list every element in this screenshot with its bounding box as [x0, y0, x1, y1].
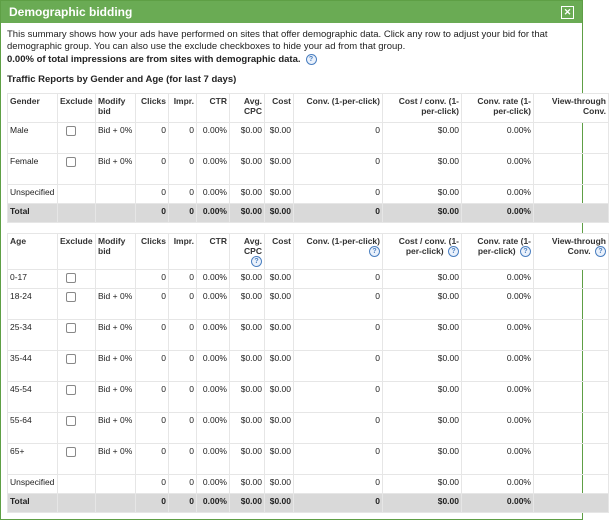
avg-cpc-cell: $0.00: [230, 413, 265, 444]
col-conv: Conv. (1-per-click): [294, 94, 383, 123]
avg-cpc-cell: $0.00: [230, 351, 265, 382]
avg-cpc-cell: $0.00: [230, 320, 265, 351]
modify-bid-cell[interactable]: Bid + 0%: [96, 351, 136, 382]
col-avg-cpc-label: Avg. CPC: [243, 236, 262, 256]
impr-cell: 0: [169, 289, 197, 320]
clicks-cell: 0: [136, 185, 169, 204]
col-cost: Cost: [265, 234, 294, 270]
table-row[interactable]: [8, 185, 609, 204]
clicks-cell: 0: [136, 413, 169, 444]
dialog-content: [1, 23, 606, 513]
cost-conv-cell: $0.00: [383, 270, 462, 289]
ctr-cell: 0.00%: [197, 351, 230, 382]
col-view-through: [534, 234, 609, 270]
ctr-cell: 0.00%: [197, 475, 230, 494]
exclude-checkbox[interactable]: [66, 292, 76, 302]
conv-cell: 0: [294, 382, 383, 413]
total-avg-cpc: $0.00: [230, 204, 265, 223]
exclude-checkbox[interactable]: [66, 354, 76, 364]
impressions-note: 0.00% of total impressions are from sites with demographic data.: [7, 54, 301, 65]
view-cell: [534, 494, 609, 513]
impr-cell: 0: [169, 351, 197, 382]
col-cost-conv: [383, 234, 462, 270]
cost-conv-cell: $0.00: [383, 475, 462, 494]
exclude-checkbox[interactable]: [66, 126, 76, 136]
total-cost-conv: $0.00: [383, 494, 462, 513]
total-conv-rate: 0.00%: [462, 494, 534, 513]
view-cell: [534, 413, 609, 444]
help-icon[interactable]: ?: [595, 246, 606, 257]
cost-conv-cell: $0.00: [383, 351, 462, 382]
segment-cell: 25-34: [8, 320, 58, 351]
ctr-cell: 0.00%: [197, 270, 230, 289]
col-clicks: Clicks: [136, 94, 169, 123]
view-cell: [534, 185, 609, 204]
col-impr: Impr.: [169, 234, 197, 270]
clicks-cell: 0: [136, 320, 169, 351]
segment-cell: 0-17: [8, 270, 58, 289]
avg-cpc-cell: $0.00: [230, 123, 265, 154]
cost-conv-cell: $0.00: [383, 413, 462, 444]
col-conv-label: Conv. (1-per-click): [306, 236, 380, 246]
exclude-cell: [58, 475, 96, 494]
cost-conv-cell: $0.00: [383, 320, 462, 351]
impr-cell: 0: [169, 185, 197, 204]
impr-cell: 0: [169, 123, 197, 154]
cost-cell: $0.00: [265, 351, 294, 382]
cost-conv-cell: $0.00: [383, 185, 462, 204]
col-view-label: View-through Conv.: [551, 236, 606, 256]
exclude-cell: [58, 351, 96, 382]
cost-cell: $0.00: [265, 444, 294, 475]
clicks-cell: 0: [136, 444, 169, 475]
conv-cell: 0: [294, 320, 383, 351]
view-cell: [534, 382, 609, 413]
cost-cell: $0.00: [265, 475, 294, 494]
cost-conv-cell: $0.00: [383, 154, 462, 185]
dialog-title: Demographic bidding: [9, 5, 133, 19]
view-cell: [534, 270, 609, 289]
cost-cell: $0.00: [265, 382, 294, 413]
cost-cell: $0.00: [265, 123, 294, 154]
conv-cell: 0: [294, 270, 383, 289]
exclude-checkbox[interactable]: [66, 323, 76, 333]
view-cell: [534, 289, 609, 320]
help-icon[interactable]: ?: [448, 246, 459, 257]
exclude-cell: [58, 185, 96, 204]
col-view-through: View-through Conv.: [534, 94, 609, 123]
total-cost: $0.00: [265, 204, 294, 223]
col-conv-rate: Conv. rate (1-per-click): [462, 94, 534, 123]
exclude-checkbox[interactable]: [66, 416, 76, 426]
clicks-cell: 0: [136, 123, 169, 154]
view-cell: [534, 475, 609, 494]
section-title: Traffic Reports by Gender and Age (for last 7 days): [7, 74, 237, 85]
col-modify-bid: Modify bid: [96, 234, 136, 270]
table-row[interactable]: [8, 382, 609, 413]
conv-cell: 0: [294, 123, 383, 154]
summary-text: This summary shows how your ads have performed on sites that offer demographic data. Click any row to adjust your bid for that demographic group. You can also use the exclude checkboxes to hide your ad from that group.: [7, 29, 548, 52]
age-header-row: [8, 234, 609, 270]
cost-conv-cell: $0.00: [383, 444, 462, 475]
table-row[interactable]: [8, 444, 609, 475]
clicks-cell: 0: [136, 351, 169, 382]
avg-cpc-cell: $0.00: [230, 444, 265, 475]
cost-cell: $0.00: [265, 270, 294, 289]
col-clicks: Clicks: [136, 234, 169, 270]
col-gender: Gender: [8, 94, 58, 123]
impr-cell: 0: [169, 270, 197, 289]
table-row[interactable]: [8, 270, 609, 289]
avg-cpc-cell: $0.00: [230, 185, 265, 204]
total-clicks: 0: [136, 204, 169, 223]
cost-conv-cell: $0.00: [383, 123, 462, 154]
impr-cell: 0: [169, 382, 197, 413]
total-impr: 0: [169, 204, 197, 223]
modify-bid-cell: [96, 494, 136, 513]
conv-rate-cell: 0.00%: [462, 475, 534, 494]
table-row[interactable]: [8, 320, 609, 351]
col-ctr: CTR: [197, 94, 230, 123]
segment-cell: Unspecified: [8, 185, 58, 204]
col-ctr-label: CTR: [209, 236, 227, 246]
impr-cell: 0: [169, 413, 197, 444]
col-cost-conv: Cost / conv. (1-per-click): [383, 94, 462, 123]
impressions-note-line: [7, 54, 576, 65]
view-cell: [534, 320, 609, 351]
modify-bid-cell[interactable]: Bid + 0%: [96, 382, 136, 413]
impr-cell: 0: [169, 154, 197, 185]
col-cost: Cost: [265, 94, 294, 123]
conv-cell: 0: [294, 185, 383, 204]
modify-bid-cell[interactable]: Bid + 0%: [96, 320, 136, 351]
age-table: [7, 233, 609, 513]
exclude-checkbox[interactable]: [66, 157, 76, 167]
cost-conv-cell: $0.00: [383, 289, 462, 320]
total-label: Total: [8, 494, 58, 513]
conv-rate-cell: 0.00%: [462, 185, 534, 204]
table-row[interactable]: [8, 123, 609, 154]
clicks-cell: 0: [136, 270, 169, 289]
avg-cpc-cell: $0.00: [230, 289, 265, 320]
col-conv: [294, 234, 383, 270]
total-row: [8, 494, 609, 513]
ctr-cell: 0.00%: [197, 289, 230, 320]
segment-cell: Male: [8, 123, 58, 154]
ctr-cell: 0.00%: [197, 185, 230, 204]
conv-rate-cell: 0.00%: [462, 413, 534, 444]
segment-cell: 18-24: [8, 289, 58, 320]
conv-rate-cell: 0.00%: [462, 382, 534, 413]
conv-cell: 0: [294, 475, 383, 494]
segment-cell: 55-64: [8, 413, 58, 444]
modify-bid-cell[interactable]: Bid + 0%: [96, 289, 136, 320]
exclude-cell: [58, 382, 96, 413]
conv-cell: 0: [294, 289, 383, 320]
conv-cell: 0: [294, 154, 383, 185]
col-avg-cpc: [230, 234, 265, 270]
total-conv: 0: [294, 494, 383, 513]
col-age: Age: [8, 234, 58, 270]
total-cost: $0.00: [265, 494, 294, 513]
total-row: [8, 204, 609, 223]
ctr-cell: 0.00%: [197, 154, 230, 185]
modify-bid-cell[interactable]: Bid + 0%: [96, 123, 136, 154]
help-icon[interactable]: ?: [520, 246, 531, 257]
col-conv-rate-label: Conv. rate (1-per-click): [477, 236, 531, 256]
cost-cell: $0.00: [265, 320, 294, 351]
table-row[interactable]: [8, 289, 609, 320]
exclude-cell: [58, 320, 96, 351]
col-exclude: Exclude: [58, 94, 96, 123]
segment-cell: 45-54: [8, 382, 58, 413]
modify-bid-cell[interactable]: [96, 475, 136, 494]
clicks-cell: 0: [136, 382, 169, 413]
help-icon[interactable]: ?: [369, 246, 380, 257]
conv-rate-cell: 0.00%: [462, 289, 534, 320]
gender-table: [7, 93, 609, 223]
view-cell: [534, 351, 609, 382]
segment-cell: 35-44: [8, 351, 58, 382]
close-icon[interactable]: ✕: [561, 6, 574, 19]
ctr-cell: 0.00%: [197, 320, 230, 351]
total-conv-rate: 0.00%: [462, 204, 534, 223]
conv-rate-cell: 0.00%: [462, 351, 534, 382]
view-cell: [534, 123, 609, 154]
total-avg-cpc: $0.00: [230, 494, 265, 513]
conv-rate-cell: 0.00%: [462, 270, 534, 289]
cost-cell: $0.00: [265, 413, 294, 444]
exclude-cell: [58, 204, 96, 223]
table-row[interactable]: [8, 413, 609, 444]
exclude-cell: [58, 494, 96, 513]
view-cell: [534, 154, 609, 185]
segment-cell: Female: [8, 154, 58, 185]
clicks-cell: 0: [136, 154, 169, 185]
avg-cpc-cell: $0.00: [230, 382, 265, 413]
clicks-cell: 0: [136, 289, 169, 320]
exclude-cell: [58, 154, 96, 185]
conv-rate-cell: 0.00%: [462, 444, 534, 475]
help-icon[interactable]: ?: [306, 54, 317, 65]
table-row[interactable]: [8, 475, 609, 494]
ctr-cell: 0.00%: [197, 123, 230, 154]
clicks-cell: 0: [136, 475, 169, 494]
avg-cpc-cell: $0.00: [230, 154, 265, 185]
modify-bid-cell[interactable]: [96, 185, 136, 204]
modify-bid-cell[interactable]: Bid + 0%: [96, 413, 136, 444]
exclude-cell: [58, 289, 96, 320]
exclude-cell: [58, 444, 96, 475]
total-conv: 0: [294, 204, 383, 223]
modify-bid-cell[interactable]: Bid + 0%: [96, 154, 136, 185]
conv-rate-cell: 0.00%: [462, 123, 534, 154]
ctr-cell: 0.00%: [197, 444, 230, 475]
help-icon[interactable]: ?: [251, 256, 262, 267]
modify-bid-cell[interactable]: Bid + 0%: [96, 444, 136, 475]
exclude-checkbox[interactable]: [66, 385, 76, 395]
segment-cell: Unspecified: [8, 475, 58, 494]
avg-cpc-cell: $0.00: [230, 475, 265, 494]
col-conv-rate: [462, 234, 534, 270]
impr-cell: 0: [169, 444, 197, 475]
modify-bid-cell[interactable]: [96, 270, 136, 289]
conv-cell: 0: [294, 413, 383, 444]
col-ctr: [197, 234, 230, 270]
segment-cell: 65+: [8, 444, 58, 475]
avg-cpc-cell: $0.00: [230, 270, 265, 289]
col-modify-bid: Modify bid: [96, 94, 136, 123]
view-cell: [534, 204, 609, 223]
view-cell: [534, 444, 609, 475]
exclude-cell: [58, 413, 96, 444]
total-impr: 0: [169, 494, 197, 513]
gender-header-row: [8, 94, 609, 123]
total-cost-conv: $0.00: [383, 204, 462, 223]
conv-cell: 0: [294, 351, 383, 382]
col-impr: Impr.: [169, 94, 197, 123]
exclude-cell: [58, 270, 96, 289]
cost-cell: $0.00: [265, 185, 294, 204]
impr-cell: 0: [169, 320, 197, 351]
table-row[interactable]: [8, 351, 609, 382]
exclude-checkbox[interactable]: [66, 447, 76, 457]
exclude-cell: [58, 123, 96, 154]
cost-cell: $0.00: [265, 154, 294, 185]
cost-cell: $0.00: [265, 289, 294, 320]
cost-conv-cell: $0.00: [383, 382, 462, 413]
exclude-checkbox[interactable]: [66, 273, 76, 283]
total-label: Total: [8, 204, 58, 223]
dialog-titlebar: [1, 1, 582, 23]
conv-cell: 0: [294, 444, 383, 475]
table-row[interactable]: [8, 154, 609, 185]
total-ctr: 0.00%: [197, 494, 230, 513]
impr-cell: 0: [169, 475, 197, 494]
modify-bid-cell: [96, 204, 136, 223]
col-cost-conv-label: Cost / conv. (1-per-click): [398, 236, 459, 256]
conv-rate-cell: 0.00%: [462, 320, 534, 351]
col-avg-cpc: Avg. CPC: [230, 94, 265, 123]
conv-rate-cell: 0.00%: [462, 154, 534, 185]
ctr-cell: 0.00%: [197, 382, 230, 413]
col-exclude: Exclude: [58, 234, 96, 270]
ctr-cell: 0.00%: [197, 413, 230, 444]
total-clicks: 0: [136, 494, 169, 513]
total-ctr: 0.00%: [197, 204, 230, 223]
